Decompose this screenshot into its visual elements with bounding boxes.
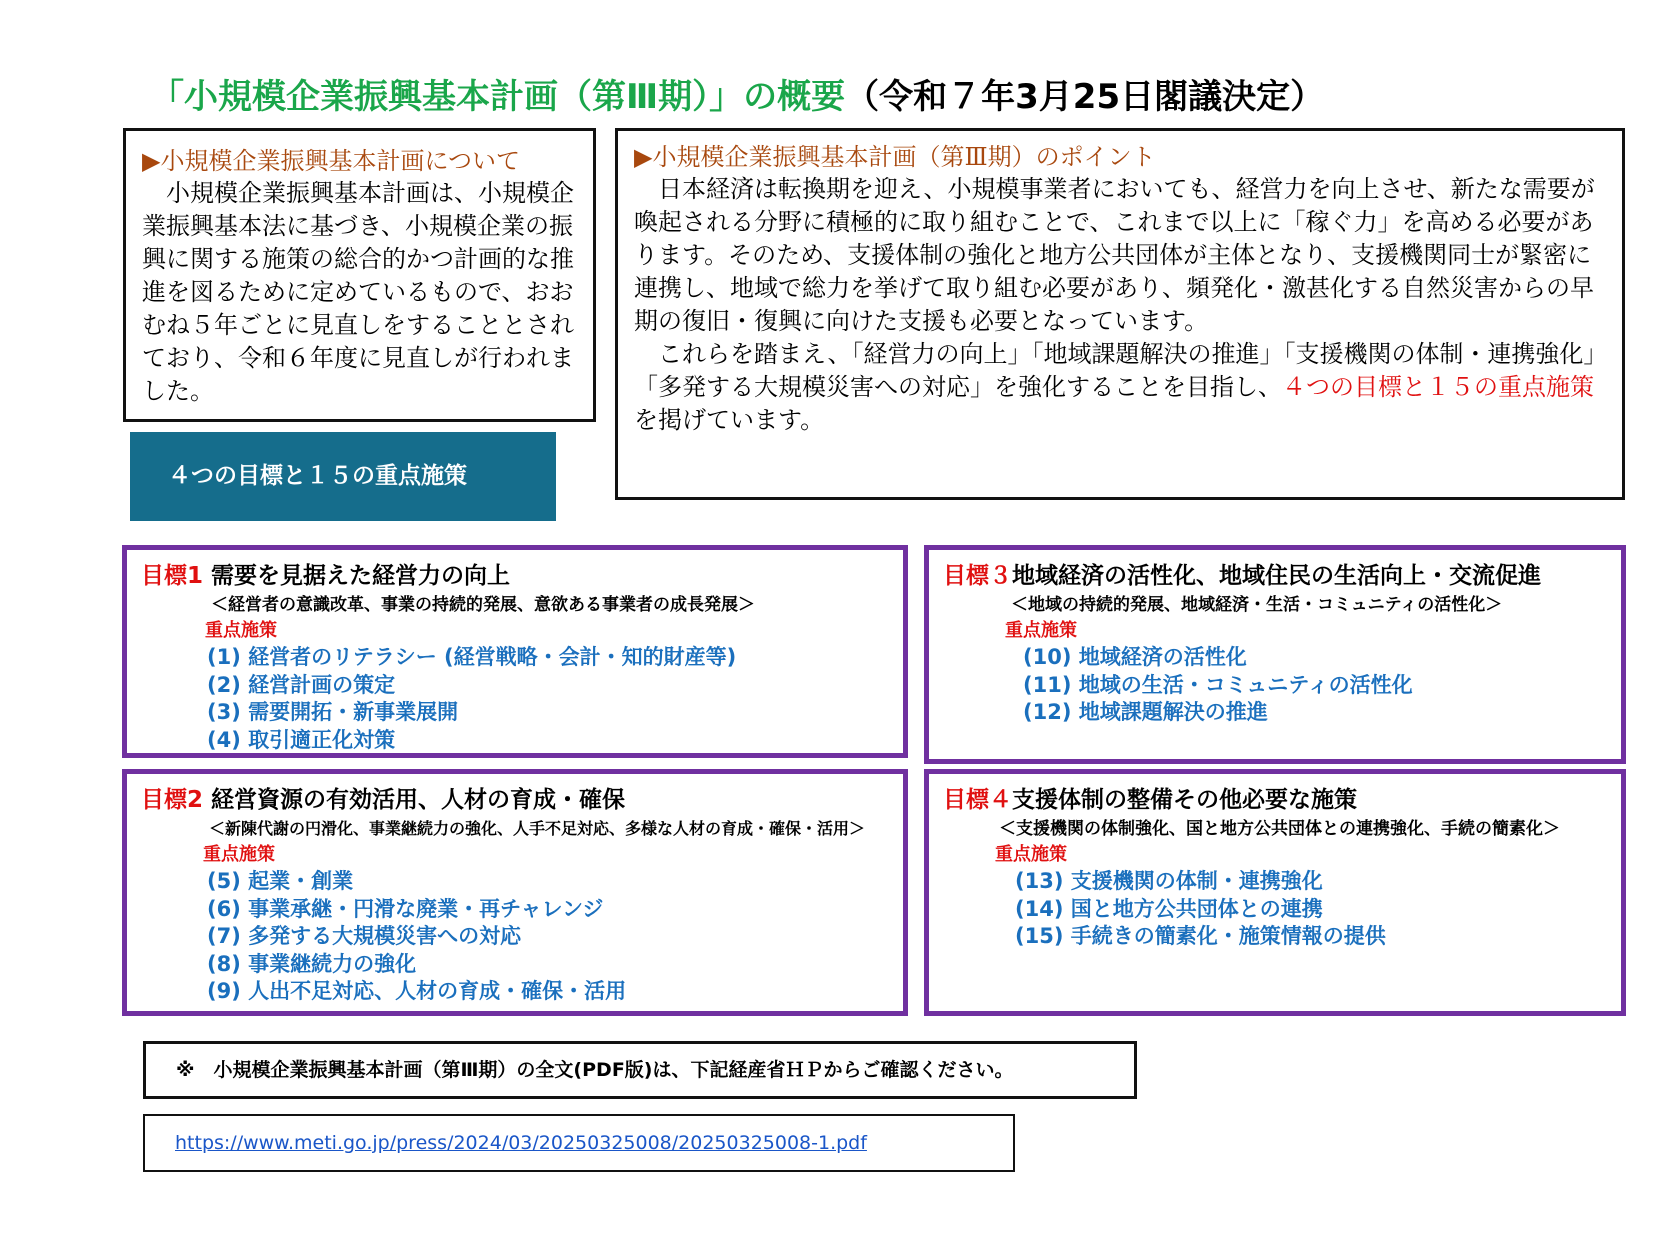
goal-2-measures-list (141, 868, 889, 1006)
measure-item: (8) 事業継続力の強化 (207, 951, 417, 976)
points-paragraph-2-after: を掲げています。 (634, 406, 825, 434)
about-plan-box (123, 128, 596, 422)
page-title (150, 72, 1600, 122)
about-heading: ▶小規模企業振興基本計画について (142, 147, 520, 175)
goal-2-subtitle: ＜新陳代謝の円滑化、事業継続力の強化、人手不足対応、多様な人材の育成・確保・活用＞ (209, 819, 866, 838)
measure-item: (5) 起業・創業 (207, 869, 354, 893)
measure-item: (11) 地域の生活・コミュニティの活性化 (1023, 672, 1413, 697)
plan-points-box (615, 128, 1625, 500)
goal-3-number: 目標３ (943, 563, 1012, 589)
measure-item: (14) 国と地方公共団体との連携 (1015, 896, 1323, 921)
measure-item: (9) 人出不足対応、人材の育成・確保・活用 (207, 979, 627, 1003)
goal-1-number: 目標1 (141, 563, 204, 589)
goal-3-heading (943, 560, 1607, 592)
measure-item: (4) 取引適正化対策 (207, 727, 396, 752)
measure-item: (10) 地域経済の活性化 (1023, 645, 1247, 669)
goal-4-heading (943, 784, 1607, 816)
goal-3-measures-list (943, 644, 1607, 727)
goal-4-box (924, 769, 1626, 1016)
points-paragraph-2-before: これらを踏まえ、「経営力の向上」「地域課題解決の推進」「支援機関の体制・連携強化」「多発する大規模災害への対応」を強化することを目指し、 (634, 340, 1608, 401)
measure-item: (1) 経営者のリテラシー (経営戦略・会計・知的財産等) (207, 645, 737, 669)
measure-item: (12) 地域課題解決の推進 (1023, 700, 1268, 724)
goal-1-subtitle: ＜経営者の意識改革、事業の持続的発展、意欲ある事業者の成長発展＞ (211, 595, 755, 615)
points-paragraph-1: 日本経済は転換期を迎え、小規模事業者においても、経営力を向上させ、新たな需要が喚起される分野に積極的に取り組むことで、これまで以上に「稼ぐ力」を高める必要があります。そのため、支援体制の強化と地方公共団体が主体となり、支援機関同士が緊密に連携し、地域で総力を挙げて取り組む必要があり、頻発化・激甚化する自然災害からの早期の復旧・復興に向けた支援も必要となっています。 (634, 175, 1595, 335)
goal-1-measures-label: 重点施策 (205, 620, 277, 641)
goal-3-title: 地域経済の活性化、地域住民の生活向上・交流促進 (1012, 563, 1541, 589)
goal-3-subtitle: ＜地域の持続的発展、地域経済・生活・コミュニティの活性化＞ (1011, 595, 1503, 615)
goal-1-heading (141, 560, 889, 592)
goal-4-number: 目標４ (943, 787, 1012, 813)
measure-item: (13) 支援機関の体制・連携強化 (1015, 869, 1323, 893)
goal-1-box (122, 545, 908, 758)
goal-1-title: 需要を見据えた経営力の向上 (203, 563, 511, 589)
pdf-note: ※ 小規模企業振興基本計画（第Ⅲ期）の全文(PDF版)は、下記経産省ＨＰからご確認ください。 (143, 1041, 1137, 1099)
goal-3-measures-label: 重点施策 (1005, 620, 1077, 641)
goals-banner: ４つの目標と１５の重点施策 (130, 432, 556, 521)
goal-2-heading (141, 784, 889, 816)
points-body (634, 173, 1610, 437)
points-heading: ▶小規模企業振興基本計画（第Ⅲ期）のポイント (634, 143, 1156, 171)
goal-4-title: 支援体制の整備その他必要な施策 (1012, 787, 1357, 813)
goal-1-measures-list (141, 644, 889, 754)
goal-4-subtitle: ＜支援機関の体制強化、国と地方公共団体との連携強化、手続の簡素化＞ (999, 819, 1560, 839)
url-box (143, 1114, 1015, 1172)
title-main: 「小規模企業振興基本計画（第Ⅲ期）」の概要 (150, 77, 846, 117)
measure-item: (6) 事業承継・円滑な廃業・再チャレンジ (207, 896, 604, 921)
goal-2-number: 目標2 (141, 787, 204, 813)
goal-3-box (924, 545, 1626, 764)
title-date: （令和７年3月25日閣議決定） (845, 77, 1325, 117)
goal-2-measures-label: 重点施策 (203, 844, 275, 865)
points-highlight: ４つの目標と１５の重点施策 (1282, 373, 1594, 401)
about-body: 小規模企業振興基本計画は、小規模企業振興基本法に基づき、小規模企業の振興に関する施策の総合的かつ計画的な推進を図るために定めているもので、おおむね５年ごとに見直しをすることとされており、令和６年度に見直しが行われました。 (142, 179, 574, 405)
measure-item: (7) 多発する大規模災害への対応 (207, 924, 522, 948)
measure-item: (3) 需要開拓・新事業展開 (207, 700, 459, 724)
goal-4-measures-list (943, 868, 1607, 951)
goal-4-measures-label: 重点施策 (995, 844, 1067, 865)
goal-2-box (122, 769, 908, 1016)
pdf-link[interactable]: https://www.meti.go.jp/press/2024/03/20250325008/20250325008-1.pdf (175, 1132, 867, 1154)
points-paragraph-2 (634, 338, 1610, 437)
measure-item: (2) 経営計画の策定 (207, 672, 396, 697)
goal-2-title: 経営資源の有効活用、人材の育成・確保 (203, 787, 626, 813)
measure-item: (15) 手続きの簡素化・施策情報の提供 (1015, 924, 1386, 948)
